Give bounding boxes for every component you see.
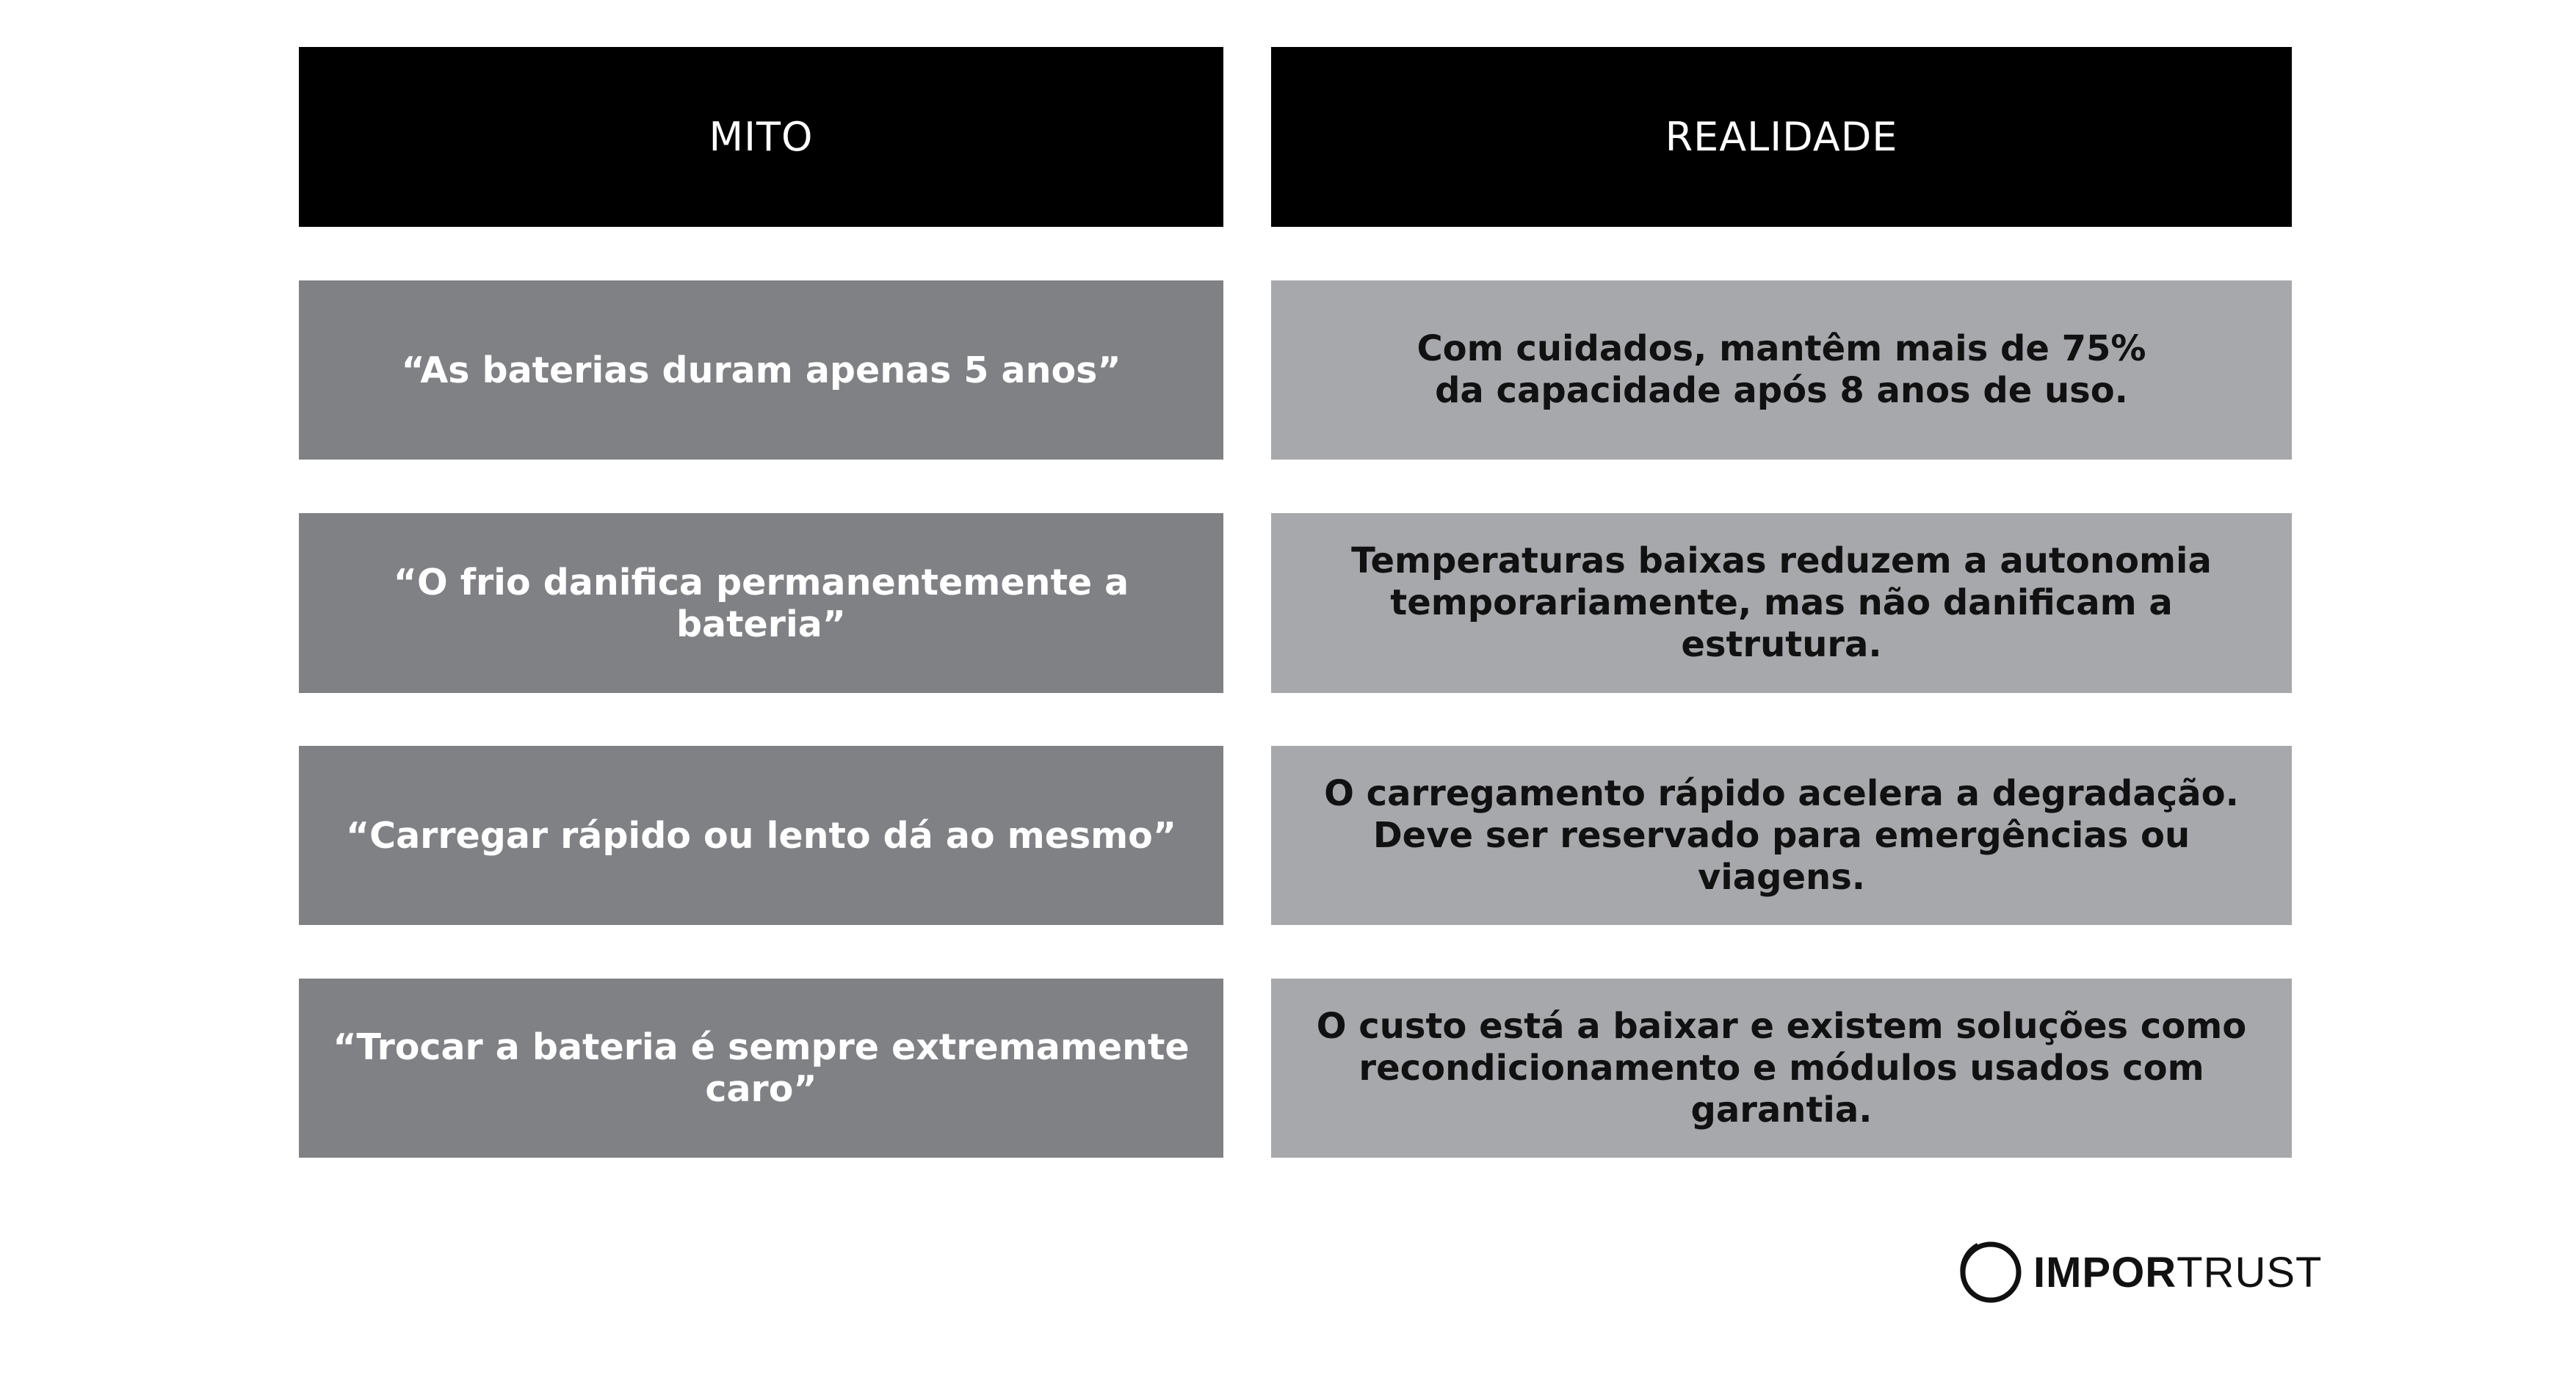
logo-wordmark (2033, 1248, 2322, 1297)
reality-cell (1271, 280, 2292, 460)
reality-text-line: O carregamento rápido acelera a degradação. (1324, 772, 2239, 814)
reality-text-line: recondicionamento e módulos usados com garantia. (1358, 1047, 2204, 1131)
reality-text (1300, 773, 2262, 899)
reality-text (1300, 1006, 2262, 1131)
reality-text-line: Temperaturas baixas reduzem a autonomia (1351, 540, 2212, 581)
ring-logo-icon (1955, 1238, 2023, 1306)
reality-text-line: da capacidade após 8 anos de uso. (1435, 370, 2128, 411)
reality-text (1300, 540, 2262, 666)
myth-cell (299, 746, 1223, 925)
reality-header-label: REALIDADE (1665, 114, 1898, 160)
importrust-logo (1955, 1238, 2322, 1306)
myth-cell (299, 513, 1223, 693)
reality-text (1417, 328, 2146, 412)
reality-cell (1271, 979, 2292, 1158)
reality-text-line: O custo está a baixar e existem soluções como (1316, 1005, 2247, 1047)
reality-text-line: Deve ser reservado para emergências ou viagens. (1372, 814, 2190, 898)
myth-text: “As baterias duram apenas 5 anos” (401, 349, 1121, 391)
reality-cell (1271, 513, 2292, 693)
reality-text-line: temporariamente, mas não danificam a estrutura. (1390, 582, 2173, 665)
myth-text: “O frio danifica permanentemente a bateria” (393, 561, 1129, 645)
logo-wordmark-light: TRUST (2177, 1248, 2323, 1296)
reality-text-line: Com cuidados, mantêm mais de 75% (1417, 328, 2146, 369)
logo-wordmark-bold: IMPOR (2033, 1248, 2177, 1296)
reality-header (1271, 47, 2292, 227)
myth-text: “Trocar a bateria é sempre extremamente caro” (333, 1026, 1190, 1110)
myth-text: “Carregar rápido ou lento dá ao mesmo” (345, 814, 1177, 857)
myth-header (299, 47, 1223, 227)
myth-header-label: MITO (709, 114, 814, 160)
myth-cell (299, 280, 1223, 460)
reality-cell (1271, 746, 2292, 925)
myth-cell (299, 979, 1223, 1158)
